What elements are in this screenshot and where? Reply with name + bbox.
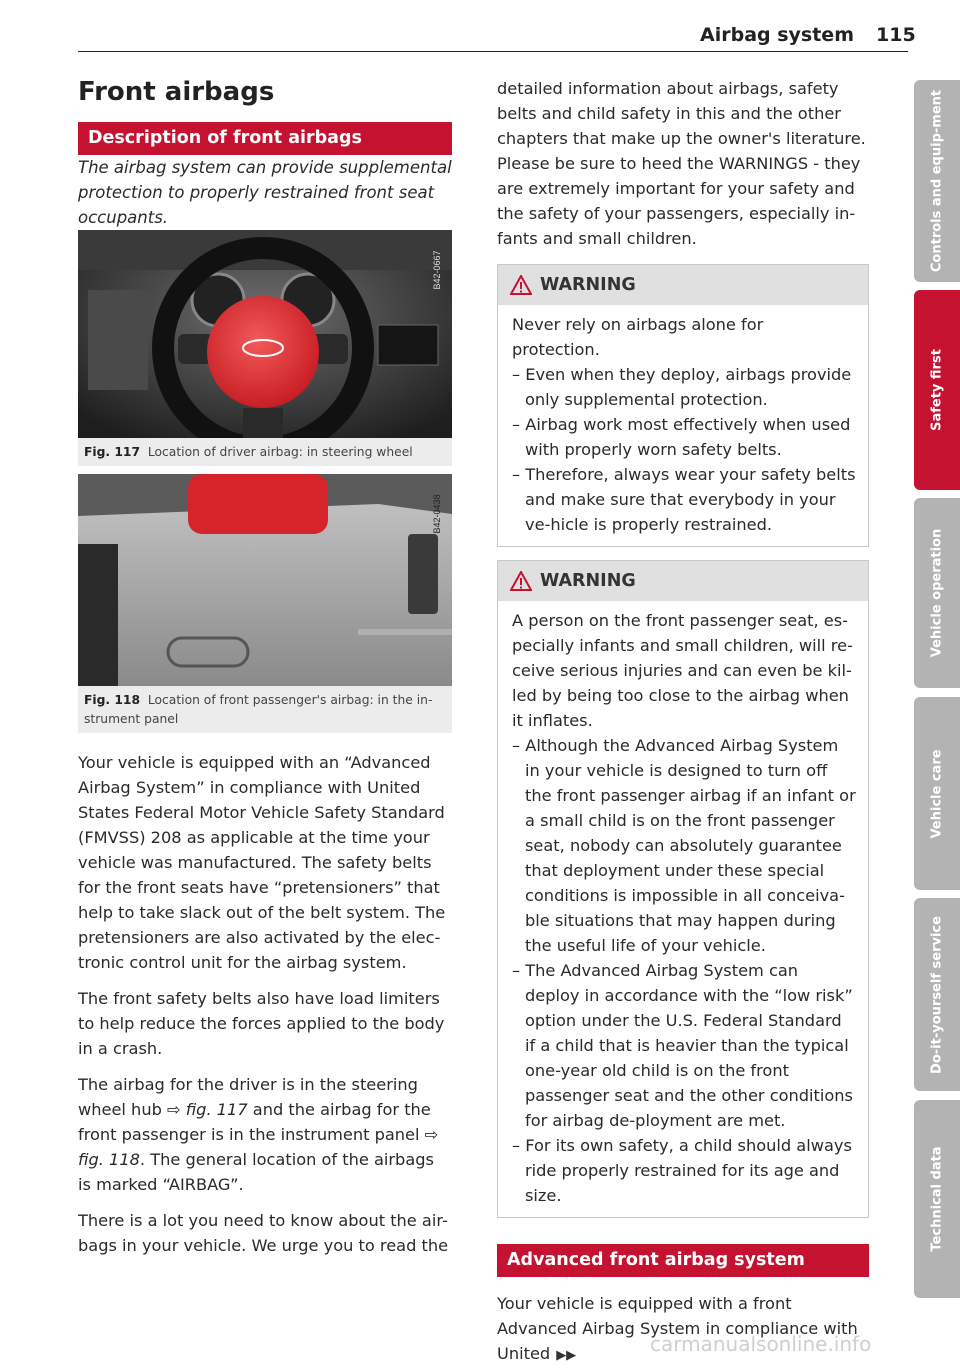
warning-item: – Although the Advanced Airbag System in your vehicle is designed to turn off the front passenger airbag if an infant or a small child is on the front passenger seat, nobody can absolutely guarantee that deployment under these special conditions is impossible in all conceiva-ble situations that may happen during the useful life of your vehicle.: [512, 736, 856, 955]
tab-controls-and-equipment[interactable]: Controls and equip-ment: [914, 80, 960, 282]
warning-item: – Even when they deploy, airbags provide only supplemental protection.: [512, 365, 852, 409]
subsection-title-bar: Description of front airbags: [78, 122, 452, 155]
figure-117: [78, 230, 452, 466]
steering-wheel-image: [78, 230, 452, 438]
right-column: [497, 76, 872, 1368]
warning-item: – The Advanced Airbag System can deploy in accordance with the “low risk” option under the U.S. Federal Standard if a child that is heavier than the typical one-year old child is on the front passenger seat and the other conditions for airbag de-ployment are met.: [512, 961, 853, 1130]
figure-label: Fig. 118: [84, 693, 141, 707]
tab-technical-data[interactable]: Technical data: [914, 1100, 960, 1298]
tab-do-it-yourself-service[interactable]: Do-it-yourself service: [914, 898, 960, 1091]
warning-box: [497, 560, 869, 1218]
continue-arrow-icon: ▶▶: [556, 1348, 577, 1363]
warning-body: [498, 305, 868, 546]
warning-item: – Therefore, always wear your safety belts and make sure that everybody in your ve-hicle is properly restrained.: [512, 465, 856, 534]
body-paragraph: The airbag for the driver is in the steering wheel hub ⇨ fig. 117 and the airbag for the front passenger is in the instrument panel ⇨ fig. 118. The general location of the airbags is marked “AIRBAG”.: [78, 1075, 439, 1194]
warning-box: [497, 264, 869, 547]
body-paragraph: detailed information about airbags, safety belts and child safety in this and the other chapters that make up the owner's literature. Please be sure to heed the WARNINGS - they are extremely important for your safety and the safety of your passengers, especially in-fants and small children.: [497, 79, 866, 248]
warning-triangle-icon: [510, 571, 532, 591]
figure-117-caption: [78, 438, 452, 466]
header-rule: [78, 51, 908, 52]
body-paragraph: Your vehicle is equipped with an “Advanced Airbag System” in compliance with United States Federal Motor Vehicle Safety Standard (FMVSS) 208 as applicable at the time your vehicle was manufactured. The safety belts for the front seats have “pretensioners” that help to take slack out of the belt system. The pretensioners are also activated by the elec-tronic control unit for the airbag system.: [78, 753, 446, 972]
warning-title: WARNING: [540, 570, 636, 591]
figure-118-caption: [78, 686, 452, 733]
running-header-title: Airbag system: [700, 24, 854, 46]
body-paragraph: Your vehicle is equipped with a front Advanced Airbag System in compliance with United ▶▶: [497, 1294, 858, 1363]
subsection-title-bar: Advanced front airbag system: [497, 1244, 869, 1277]
tab-vehicle-care[interactable]: Vehicle care: [914, 697, 960, 890]
warning-title: WARNING: [540, 274, 636, 295]
warning-body: [498, 601, 868, 1217]
figure-118: [78, 474, 452, 733]
section-heading: Front airbags: [78, 77, 275, 107]
watermark: carmanualsonline.info: [650, 1332, 872, 1356]
intro-text: The airbag system can provide supplemental protection to properly restrained front seat occupants.: [78, 158, 452, 227]
warning-lead: A person on the front passenger seat, es-pecially infants and small children, will re-ceive serious injuries and can even be kil-led by being too close to the airbag when it inflates.: [512, 611, 853, 730]
warning-item: – For its own safety, a child should always ride properly restrained for its age and size.: [512, 1136, 852, 1205]
left-column: [78, 72, 452, 1258]
figure-label: Fig. 117: [84, 445, 141, 459]
warning-header: [498, 265, 868, 305]
figure-reference-link[interactable]: ⇨ fig. 118: [78, 1125, 439, 1169]
figure-code: B42-0667: [432, 250, 442, 290]
figure-caption-text: Location of driver airbag: in steering wheel: [147, 445, 413, 459]
instrument-panel-image: [78, 474, 452, 686]
warning-header: [498, 561, 868, 601]
warning-lead: Never rely on airbags alone for protection.: [512, 315, 764, 359]
warning-triangle-icon: [510, 275, 532, 295]
tab-safety-first[interactable]: Safety first: [914, 290, 960, 490]
body-paragraph: There is a lot you need to know about the air-bags in your vehicle. We urge you to read the: [78, 1211, 449, 1255]
warning-item: – Airbag work most effectively when used with properly worn safety belts.: [512, 415, 851, 459]
figure-caption-text: Location of front passenger's airbag: in the in-strument panel: [84, 693, 433, 726]
figure-reference-link[interactable]: ⇨ fig. 117: [167, 1100, 248, 1119]
tab-vehicle-operation[interactable]: Vehicle operation: [914, 498, 960, 688]
body-paragraph: The front safety belts also have load limiters to help reduce the forces applied to the body in a crash.: [78, 989, 445, 1058]
page-number: 115: [876, 24, 916, 46]
figure-code: B42-0438: [432, 494, 442, 534]
